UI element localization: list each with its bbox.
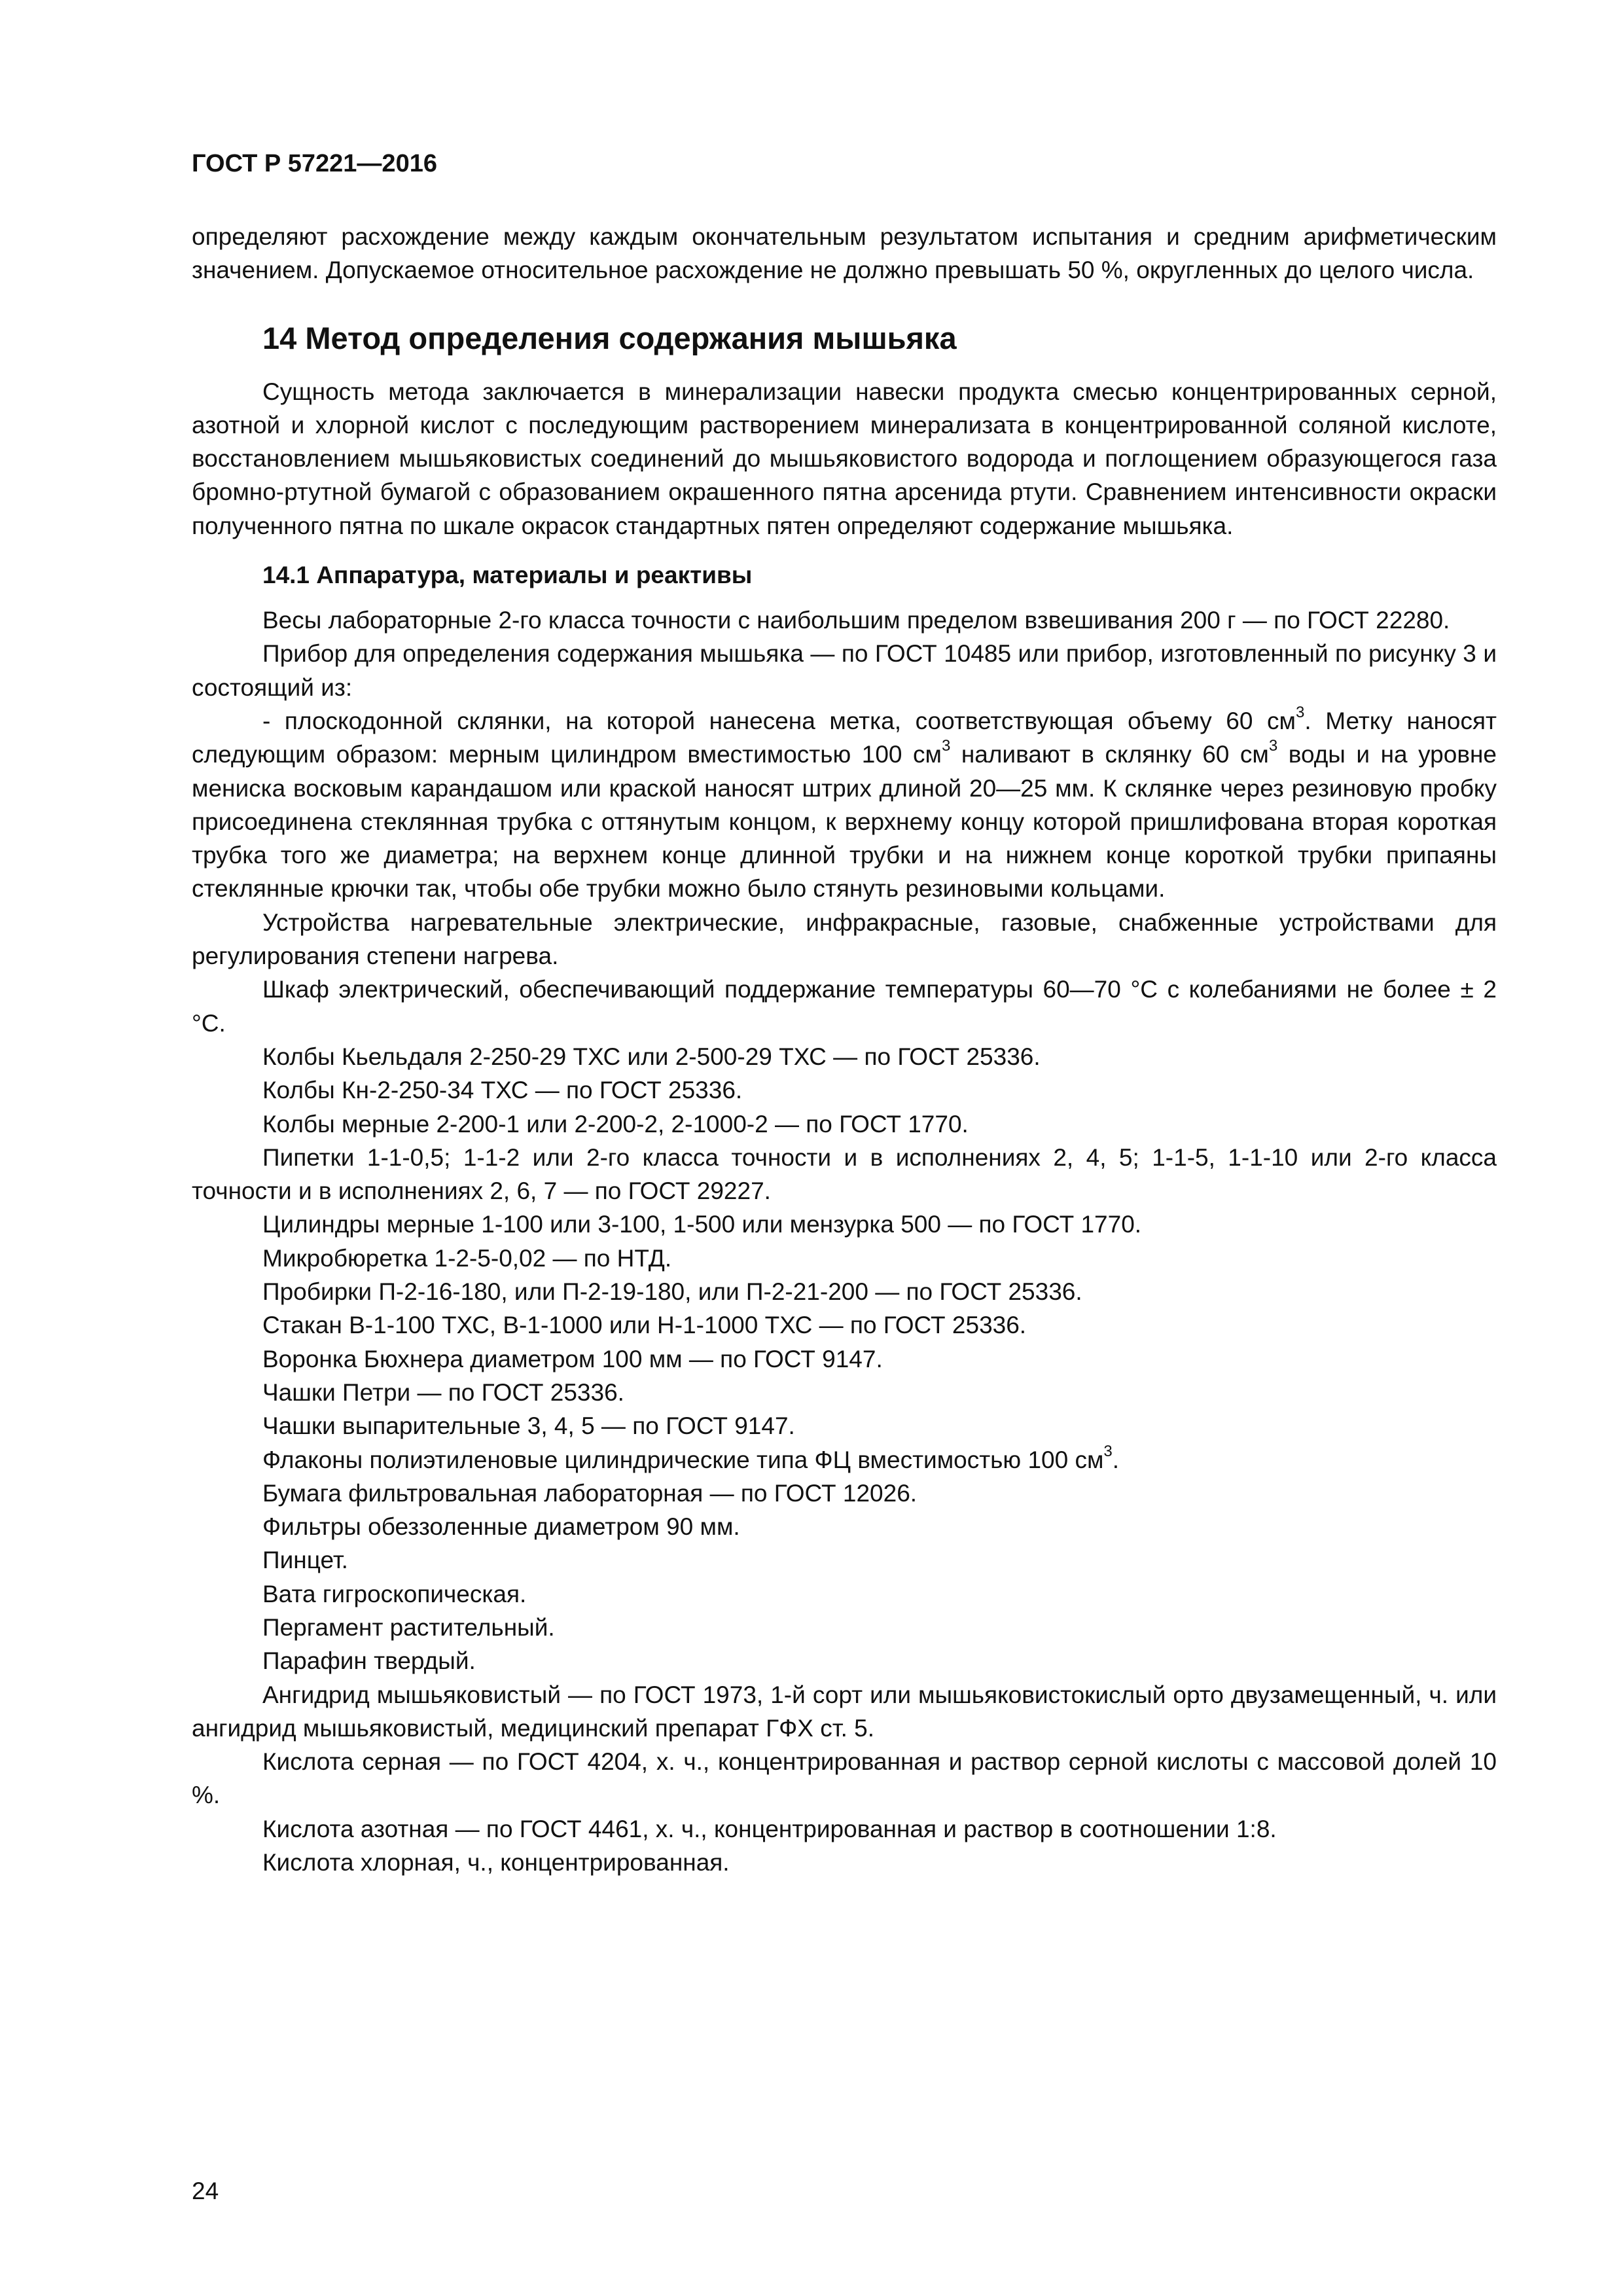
superscript: 3 [1268, 737, 1278, 755]
list-item: Ангидрид мышьяковистый — по ГОСТ 1973, 1-й сорт или мышьяковистокислый орто двузамещенный, ч. или ангидрид мышьяковистый, медицинский препарат ГФХ ст. 5. [192, 1681, 1497, 1742]
flask-text-a: - плоскодонной склянки, на которой нанесена метка, соответствующая объему 60 см [262, 707, 1296, 734]
list-item: Чашки Петри — по ГОСТ 25336. [262, 1378, 624, 1406]
flask-text-c: наливают в склянку 60 см [950, 741, 1269, 768]
flask-text-d: воды и на уровне мениска восковым карандашом или краской наносят штрих длиной 20—25 мм. К склянке через резиновую пробку присоединена стеклянная трубка с оттянутым концом, к верхнему концу которой пришлифована вторая короткая трубка того же диаметра; на верхнем конце длинной трубки и на нижнем конце короткой трубки припаяны стеклянные крючки так, чтобы обе трубки можно было стянуть резиновыми кольцами. [192, 741, 1497, 903]
list-item: Шкаф электрический, обеспечивающий поддержание температуры 60—70 °С с колебаниями не более ± 2 °С. [192, 976, 1497, 1037]
flacons-tail: . [1112, 1446, 1120, 1473]
list-item: Микробюретка 1-2-5-0,02 — по НТД. [262, 1244, 672, 1272]
list-item: Кислота азотная — по ГОСТ 4461, х. ч., концентрированная и раствор в соотношении 1:8. [262, 1815, 1277, 1842]
list-item: Пробирки П-2-16-180, или П-2-19-180, или П-2-21-200 — по ГОСТ 25336. [262, 1278, 1082, 1306]
intro-paragraph: определяют расхождение между каждым окончательным результатом испытания и средним арифметическим значением. Допускаемое относительное расхождение не должно превышать 50 %, округленных до целого числа. [192, 223, 1497, 284]
list-item: Пипетки 1-1-0,5; 1-1-2 или 2-го класса точности и в исполнениях 2, 4, 5; 1-1-5, 1-1-10 или 2-го класса точности и в исполнениях 2, 6, 7 — по ГОСТ 29227. [192, 1143, 1497, 1205]
list-item-flacons [192, 1443, 1497, 1477]
superscript: 3 [941, 737, 951, 755]
list-item: Парафин твердый. [262, 1647, 476, 1675]
paragraph-scales: Весы лабораторные 2-го класса точности с наибольшим пределом взвешивания 200 г — по ГОСТ 22280. [262, 607, 1450, 634]
list-item: Колбы Кьельдаля 2-250-29 ТХС или 2-500-29 ТХС — по ГОСТ 25336. [262, 1043, 1041, 1070]
list-item: Устройства нагревательные электрические, инфракрасные, газовые, снабженные устройствами для регулирования степени нагрева. [192, 908, 1497, 970]
list-item: Пергамент растительный. [262, 1613, 555, 1641]
paragraph-flask [192, 704, 1497, 906]
document-header: ГОСТ Р 57221—2016 [192, 150, 437, 177]
list-item: Кислота серная — по ГОСТ 4204, х. ч., концентрированная и раствор серной кислоты с массовой долей 10 %. [192, 1748, 1497, 1809]
page-number: 24 [192, 2178, 219, 2204]
document-body [192, 220, 1497, 1879]
section-14-paragraph: Сущность метода заключается в минерализации навески продукта смесью концентрированных серной, азотной и хлорной кислот с последующим растворением минерализата в концентрированной соляной кислоте, восстановлением мышьяковистых соединений до мышьяковистого водорода и поглощением образующегося газа бромно-ртутной бумагой с образованием окрашенного пятна арсенида ртути. Сравнением интенсивности окраски полученного пятна по шкале окрасок стандартных пятен определяют содержание мышьяка. [192, 378, 1497, 539]
list-item: Кислота хлорная, ч., концентрированная. [262, 1849, 730, 1876]
list-item: Чашки выпарительные 3, 4, 5 — по ГОСТ 9147. [262, 1412, 795, 1440]
list-item: Пинцет. [262, 1547, 348, 1574]
list-item: Бумага фильтровальная лабораторная — по ГОСТ 12026. [262, 1479, 918, 1507]
superscript: 3 [1296, 703, 1305, 721]
flask-text-b: . Метку наносят следующим образом: мерным цилиндром вместимостью 100 см [192, 707, 1497, 768]
paragraph-device: Прибор для определения содержания мышьяка — по ГОСТ 10485 или прибор, изготовленный по рисунку 3 и состоящий из: [192, 640, 1497, 701]
flacons-text: Флаконы полиэтиленовые цилиндрические типа ФЦ вместимостью 100 см [262, 1446, 1104, 1473]
list-item: Стакан В-1-100 ТХС, В-1-1000 или Н-1-1000 ТХС — по ГОСТ 25336. [262, 1312, 1027, 1339]
list-item: Воронка Бюхнера диаметром 100 мм — по ГОСТ 9147. [262, 1345, 883, 1372]
list-item: Колбы Кн-2-250-34 ТХС — по ГОСТ 25336. [262, 1077, 743, 1104]
list-item: Вата гигроскопическая. [262, 1580, 527, 1607]
list-item: Колбы мерные 2-200-1 или 2-200-2, 2-1000-2 — по ГОСТ 1770. [262, 1110, 969, 1138]
list-item: Фильтры обеззоленные диаметром 90 мм. [262, 1513, 740, 1541]
list-item: Цилиндры мерные 1-100 или 3-100, 1-500 или мензурка 500 — по ГОСТ 1770. [262, 1211, 1142, 1238]
section-14-heading: 14 Метод определения содержания мышьяка [262, 320, 957, 355]
superscript: 3 [1103, 1442, 1113, 1460]
section-14-1-heading: 14.1 Аппаратура, материалы и реактивы [262, 562, 753, 589]
